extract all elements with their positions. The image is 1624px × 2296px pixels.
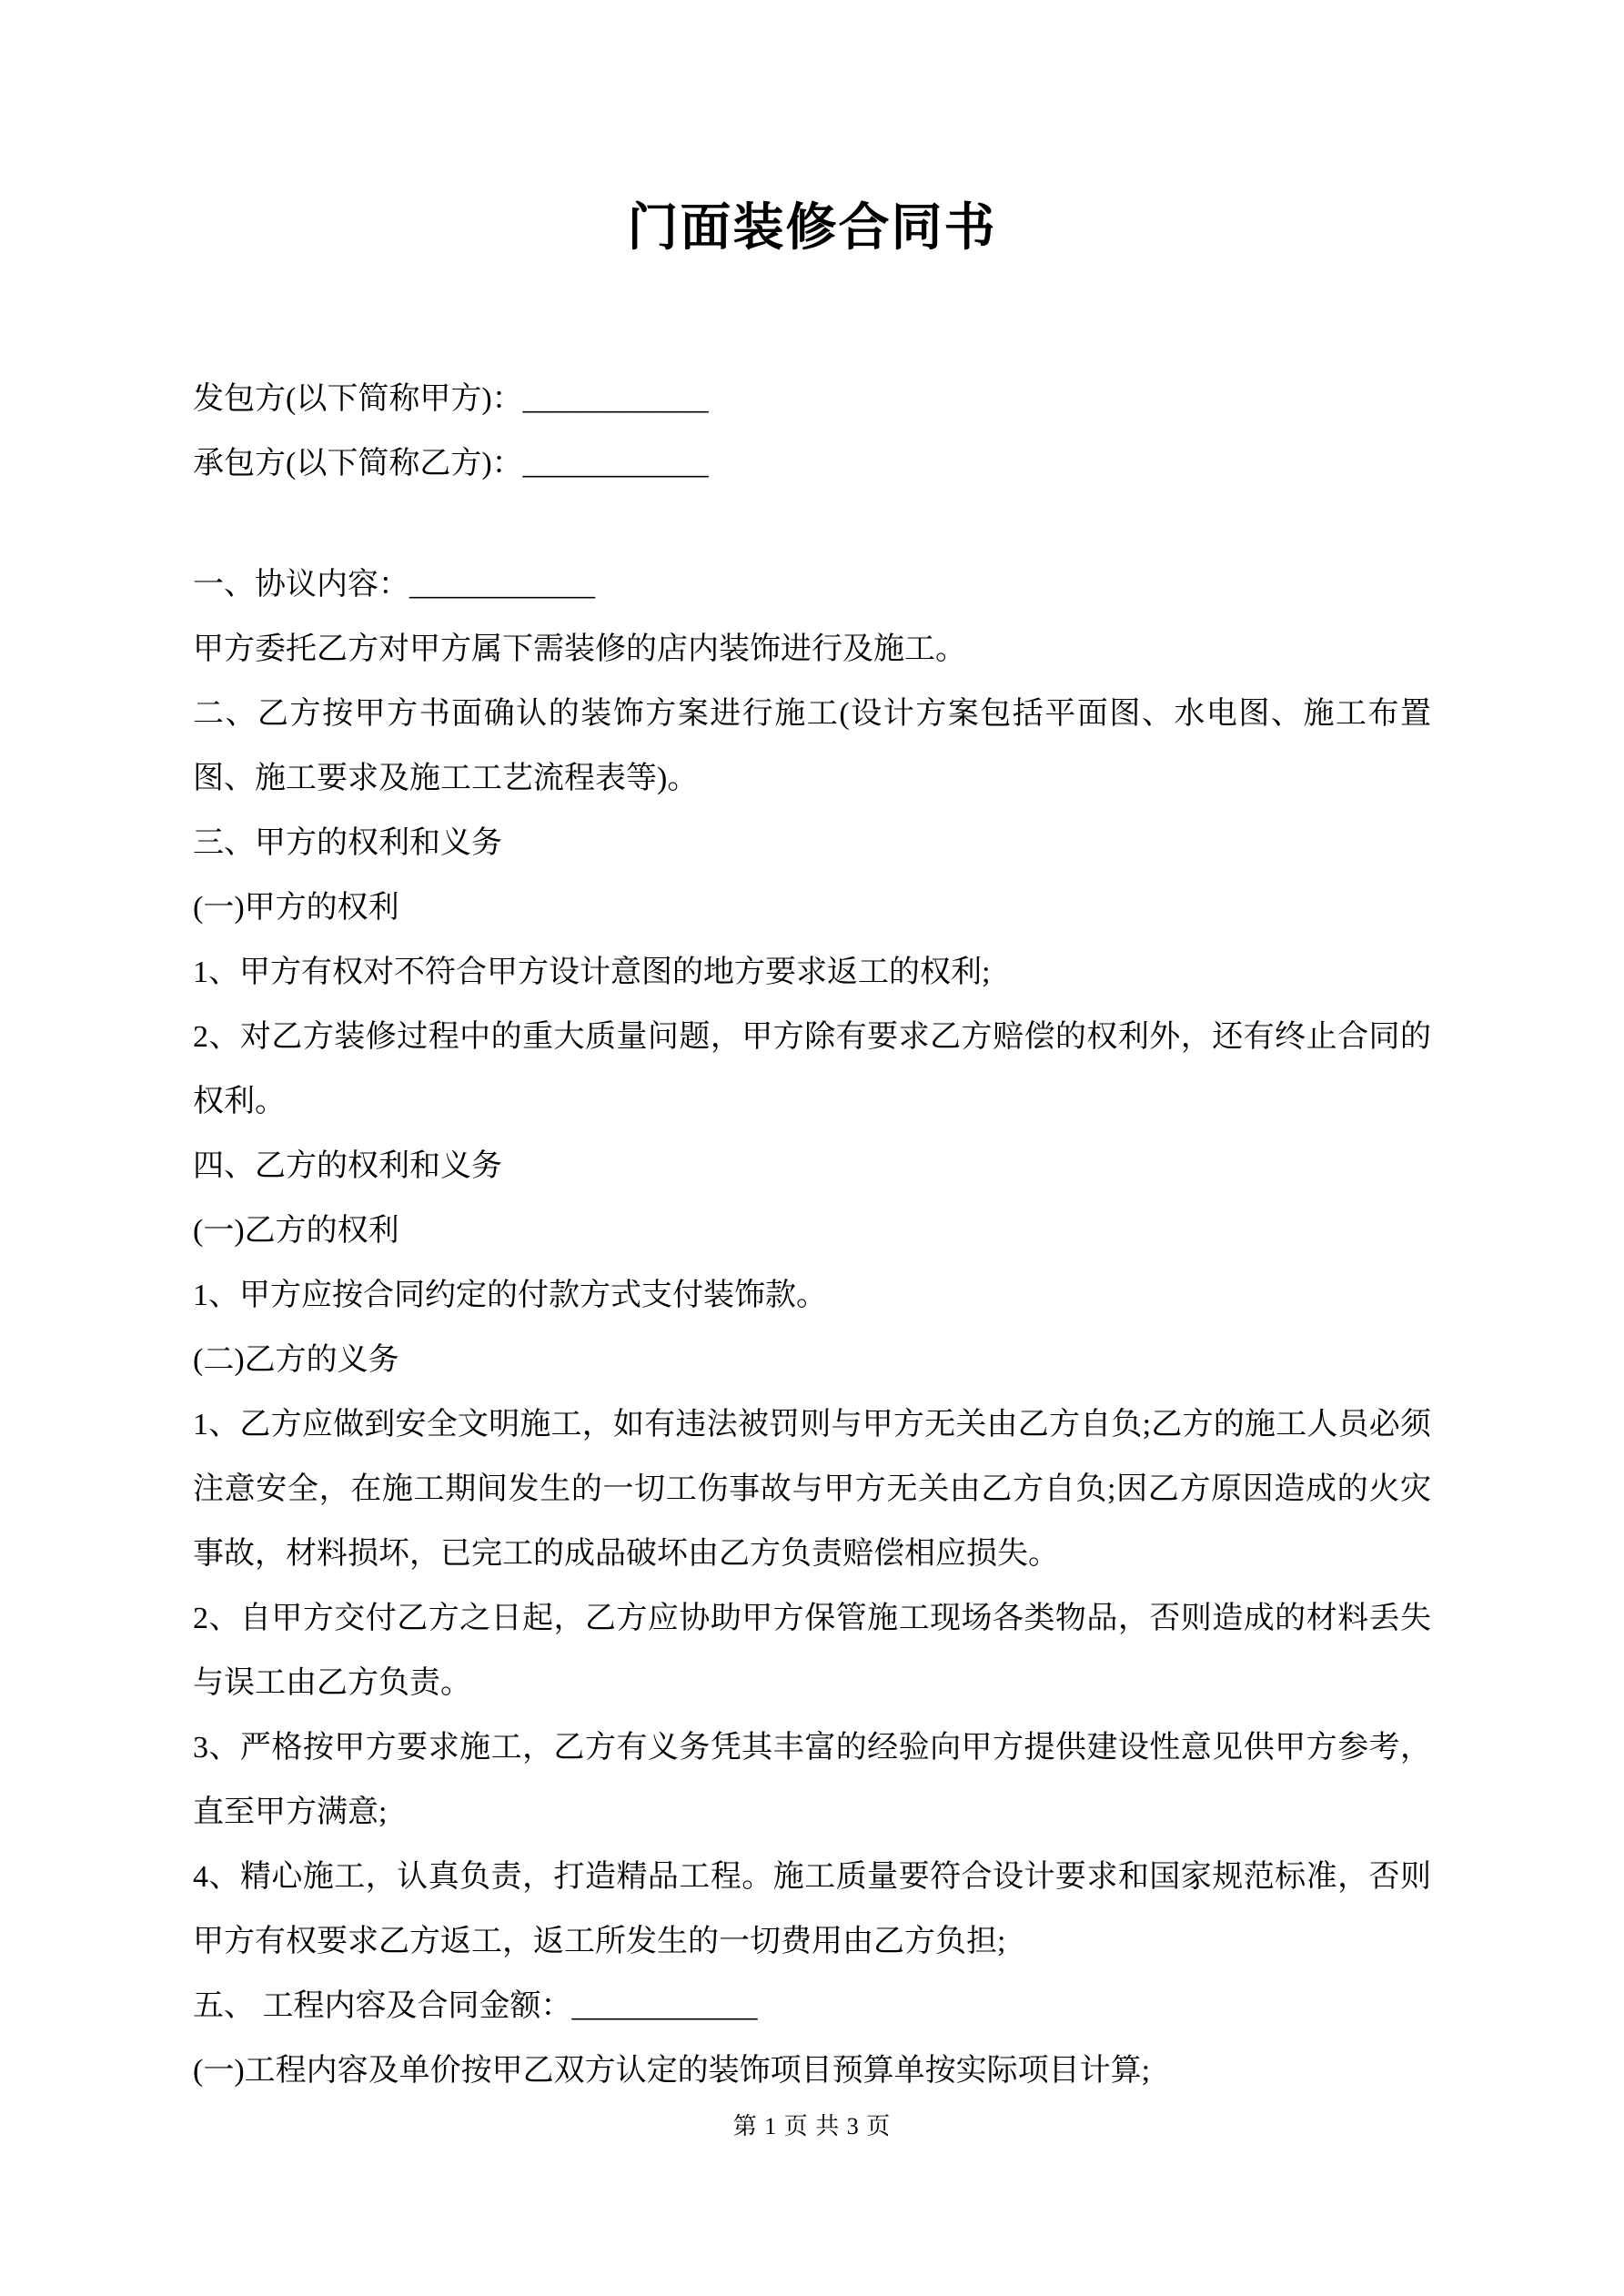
- party-b-line: 承包方(以下简称乙方)：____________: [193, 447, 709, 481]
- document-title: 门面装修合同书: [627, 200, 997, 257]
- section-3-heading: 三、甲方的权利和义务: [193, 826, 502, 861]
- contract-paragraph: 2、对乙方装修过程中的重大质量问题，甲方除有要求乙方赔偿的权利外，还有终止合同的权利。: [193, 1020, 1431, 1119]
- document-body: [0, 367, 1624, 2103]
- contract-paragraph: 1、乙方应做到安全文明施工，如有违法被罚则与甲方无关由乙方自负;乙方的施工人员必须注意安全，在施工期间发生的一切工伤事故与甲方无关由乙方自负;因乙方原因造成的火灾事故，材料损坏，已完工的成品破坏由乙方负责赔偿相应损失。: [193, 1408, 1431, 1572]
- contract-paragraph: 1、甲方应按合同约定的付款方式支付装饰款。: [193, 1279, 827, 1313]
- party-a-line: 发包方(以下简称甲方)：____________: [193, 382, 709, 417]
- subsection-heading: (一)甲方的权利: [193, 891, 399, 925]
- section-5-heading: 五、 工程内容及合同金额：____________: [193, 1989, 758, 2024]
- contract-paragraph: 2、自甲方交付乙方之日起，乙方应协助甲方保管施工现场各类物品，否则造成的材料丢失与误工由乙方负责。: [193, 1602, 1431, 1701]
- contract-paragraph: 1、甲方有权对不符合甲方设计意图的地方要求返工的权利;: [193, 956, 991, 990]
- contract-paragraph: 4、精心施工，认真负责，打造精品工程。施工质量要符合设计要求和国家规范标准，否则甲方有权要求乙方返工，返工所发生的一切费用由乙方负担;: [193, 1860, 1431, 1959]
- section-2-paragraph: 二、乙方按甲方书面确认的装饰方案进行施工(设计方案包括平面图、水电图、施工布置图、施工要求及施工工艺流程表等)。: [193, 697, 1431, 796]
- contract-paragraph: 3、严格按甲方要求施工，乙方有义务凭其丰富的经验向甲方提供建设性意见供甲方参考，直至甲方满意;: [193, 1731, 1431, 1830]
- contract-paragraph: 甲方委托乙方对甲方属下需装修的店内装饰进行及施工。: [193, 632, 966, 667]
- subsection-heading: (二)乙方的义务: [193, 1343, 399, 1378]
- section-4-heading: 四、乙方的权利和义务: [193, 1149, 502, 1184]
- subsection-heading: (一)乙方的权利: [193, 1214, 399, 1249]
- page-number-footer: 第 1 页 共 3 页: [732, 2113, 892, 2139]
- contract-paragraph: (一)工程内容及单价按甲乙双方认定的装饰项目预算单按实际项目计算;: [193, 2054, 1151, 2089]
- section-1-heading: 一、协议内容：____________: [193, 568, 595, 602]
